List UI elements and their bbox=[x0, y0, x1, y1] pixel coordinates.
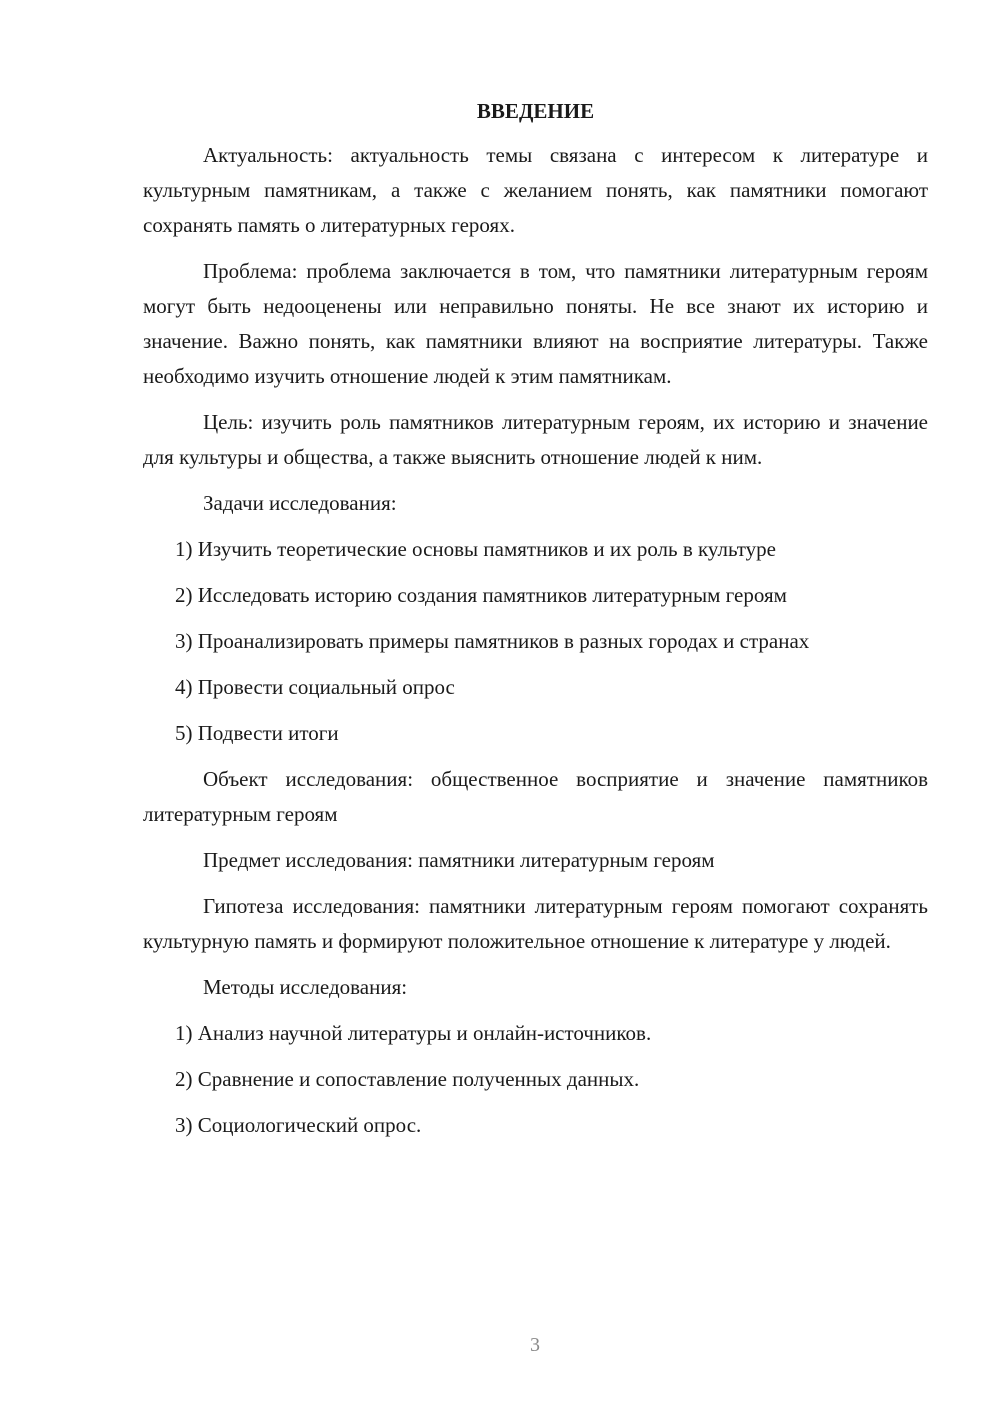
task-item-2: 2) Исследовать историю создания памятников литературным героям bbox=[175, 583, 787, 607]
relevance-paragraph: Актуальность: актуальность темы связана с интересом к литературе и культурным памятникам, а также с желанием понять, как памятники помогают сохранять память о литературных героях. bbox=[143, 143, 928, 237]
goal-paragraph: Цель: изучить роль памятников литературным героям, их историю и значение для культуры и общества, а также выяснить отношение людей к ним. bbox=[143, 410, 928, 469]
task-item-4: 4) Провести социальный опрос bbox=[175, 675, 455, 699]
method-item-2: 2) Сравнение и сопоставление полученных данных. bbox=[175, 1067, 640, 1091]
method-item-3: 3) Социологический опрос. bbox=[175, 1113, 422, 1137]
page-number: 3 bbox=[530, 1334, 540, 1356]
task-item-1: 1) Изучить теоретические основы памятников и их роль в культуре bbox=[175, 537, 776, 561]
method-item-1: 1) Анализ научной литературы и онлайн-источников. bbox=[175, 1021, 652, 1045]
tasks-heading: Задачи исследования: bbox=[203, 491, 397, 515]
page-content bbox=[143, 95, 928, 1143]
research-subject-paragraph: Предмет исследования: памятники литературным героям bbox=[203, 848, 715, 872]
research-object-paragraph: Объект исследования: общественное восприятие и значение памятников литературным героям bbox=[143, 767, 928, 826]
task-item-5: 5) Подвести итоги bbox=[175, 721, 339, 745]
hypothesis-paragraph: Гипотеза исследования: памятники литературным героям помогают сохранять культурную память и формируют положительное отношение к литературе у людей. bbox=[143, 894, 928, 953]
section-title: ВВЕДЕНИЕ bbox=[476, 99, 595, 123]
task-item-3: 3) Проанализировать примеры памятников в разных городах и странах bbox=[175, 629, 810, 653]
methods-heading: Методы исследования: bbox=[203, 975, 408, 999]
problem-paragraph: Проблема: проблема заключается в том, что памятники литературным героям могут быть недооценены или неправильно поняты. Не все знают их историю и значение. Важно понять, как памятники влияют на восприятие литературы. Также необходимо изучить отношение людей к этим памятникам. bbox=[143, 259, 928, 388]
